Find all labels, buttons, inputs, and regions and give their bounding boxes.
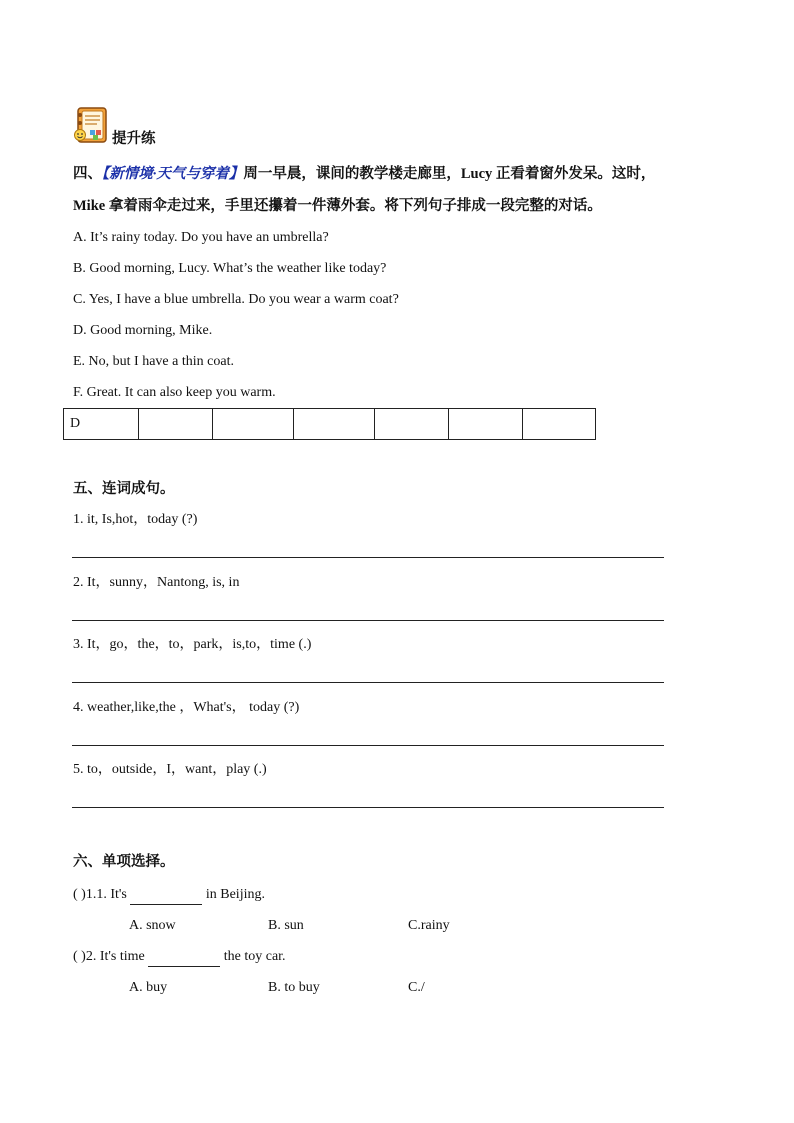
q6-2-option-a: A. buy: [129, 980, 168, 995]
q5-item-4: 4. weather,like,the ，What's， today (?): [73, 700, 300, 715]
question-prefix: 2. It's time: [85, 949, 145, 964]
q5-item-5: 5. to，outside，I，want，play (.): [73, 762, 267, 777]
fill-blank: [130, 886, 202, 905]
q4-option-a: A. It’s rainy today. Do you have an umbrella?: [73, 230, 329, 245]
q5-title: 五、连词成句。: [73, 481, 175, 497]
answer-line[interactable]: [72, 745, 664, 746]
q6-2-option-c: C./: [408, 980, 425, 995]
fill-blank: [148, 948, 220, 967]
q4-option-f: F. Great. It can also keep you warm.: [73, 385, 276, 400]
q4-option-d: D. Good morning, Mike.: [73, 323, 213, 338]
answer-line[interactable]: [72, 682, 664, 683]
notebook-icon: [73, 106, 109, 144]
q4-stem-line1: [73, 164, 655, 184]
answer-cell[interactable]: [139, 409, 213, 440]
answer-cell[interactable]: [213, 409, 294, 440]
question-suffix: in Beijing.: [205, 887, 265, 902]
q6-1-option-b: B. sun: [268, 918, 304, 933]
q5-item-2: 2. It，sunny，Nantong, is, in: [73, 575, 240, 590]
q4-stem-text1: 周一早晨，课间的教学楼走廊里，Lucy 正看着窗外发呆。这时，: [243, 166, 656, 182]
question-prefix: 1.1. It's: [85, 887, 127, 902]
q4-option-e: E. No, but I have a thin coat.: [73, 354, 234, 369]
q6-question-1: [73, 886, 265, 905]
answer-line[interactable]: [72, 557, 664, 558]
q6-2-option-b: B. to buy: [268, 980, 320, 995]
section-label: 提升练: [112, 131, 156, 147]
answer-bracket[interactable]: ( ): [73, 887, 86, 902]
q5-item-1: 1. it, Is,hot，today (?): [73, 512, 198, 527]
q6-question-2: [73, 948, 286, 967]
q6-title: 六、单项选择。: [73, 854, 175, 870]
q4-context-tag: 【新情境·天气与穿着】: [102, 166, 244, 182]
question-suffix: the toy car.: [223, 949, 286, 964]
q5-item-3: 3. It，go，the，to，park，is,to，time (.): [73, 637, 312, 652]
answer-bracket[interactable]: ( ): [73, 949, 86, 964]
answer-line[interactable]: [72, 807, 664, 808]
answer-cell[interactable]: [523, 409, 596, 440]
q4-option-b: B. Good morning, Lucy. What’s the weather like today?: [73, 261, 387, 276]
q4-number: 四、: [73, 166, 102, 182]
answer-line[interactable]: [72, 620, 664, 621]
answer-cell[interactable]: [375, 409, 449, 440]
answer-order-table: [63, 408, 596, 440]
q6-1-option-a: A. snow: [129, 918, 176, 933]
q4-stem-line2: Mike 拿着雨伞走过来，手里还攥着一件薄外套。将下列句子排成一段完整的对话。: [73, 198, 602, 214]
answer-cell[interactable]: D: [64, 409, 139, 440]
q6-1-option-c: C.rainy: [408, 918, 450, 933]
answer-cell[interactable]: [294, 409, 375, 440]
q4-option-c: C. Yes, I have a blue umbrella. Do you wear a warm coat?: [73, 292, 399, 307]
answer-cell[interactable]: [449, 409, 523, 440]
